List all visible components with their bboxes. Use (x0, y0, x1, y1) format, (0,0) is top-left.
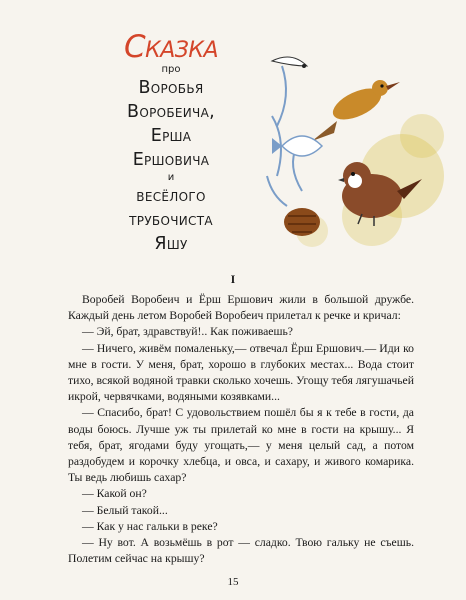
story-title (96, 30, 246, 256)
title-pro: про (161, 64, 181, 75)
title-and: и (167, 172, 175, 183)
bird-icon (312, 80, 400, 141)
paragraph: — Как у нас гальки в реке? (82, 519, 218, 533)
title-line-4: Ершовича (132, 150, 210, 170)
title-line-1: Воробья (138, 78, 204, 98)
title-line-2: Воробеича, (127, 102, 215, 122)
paragraph: — Белый такой... (82, 503, 168, 517)
paragraph: — Ничего, живём помаленьку,— отвечал Ёрш Ершович.— Иди ко мне в гости. У меня, брат, хорошо в глубоких местах... Вода стоит тихо, всякой водяной травки сколько хочешь. Угощу тебя лягушачьей икрой, червячками, водяными козявками... (68, 341, 414, 404)
paragraph: — Ну вот. А возьмёшь в рот — сладко. Твою гальку не съешь. Полетим сейчас на крышу? (68, 536, 414, 566)
title-line-7: Яшу (154, 234, 188, 254)
story-text (68, 292, 414, 567)
paragraph: — Спасибо, брат! С удовольствием пошёл бы я к тебе в гости, да воды боюсь. Лучше уж ты прилетай ко мне в гости на крышу... Я тебя, брат, ягодами буду угощать,— у меня целый сад, а потом раздобудем и корочку хлебца, и овса, и сахару, и живого комарика. Ты ведь любишь сахар? (68, 406, 414, 485)
title-line-3: Ерша (150, 126, 192, 146)
paragraph: Воробей Воробеич и Ёрш Ершович жили в большой дружбе. Каждый день летом Воробей Воробеич прилетал к речке и кричал: (68, 293, 414, 323)
illustration (252, 26, 452, 250)
paragraph: — Эй, брат, здравствуй!.. Как поживаешь? (82, 325, 293, 339)
pinecone-icon (284, 208, 320, 236)
chapter-number: I (230, 272, 236, 286)
title-line-5: весёлого (136, 186, 206, 206)
title-main: Сказка (123, 29, 219, 65)
title-line-6: трубочиста (129, 210, 213, 230)
paragraph: — Какой он? (82, 487, 147, 501)
page-number: 15 (227, 576, 239, 588)
gull-icon (272, 57, 307, 68)
